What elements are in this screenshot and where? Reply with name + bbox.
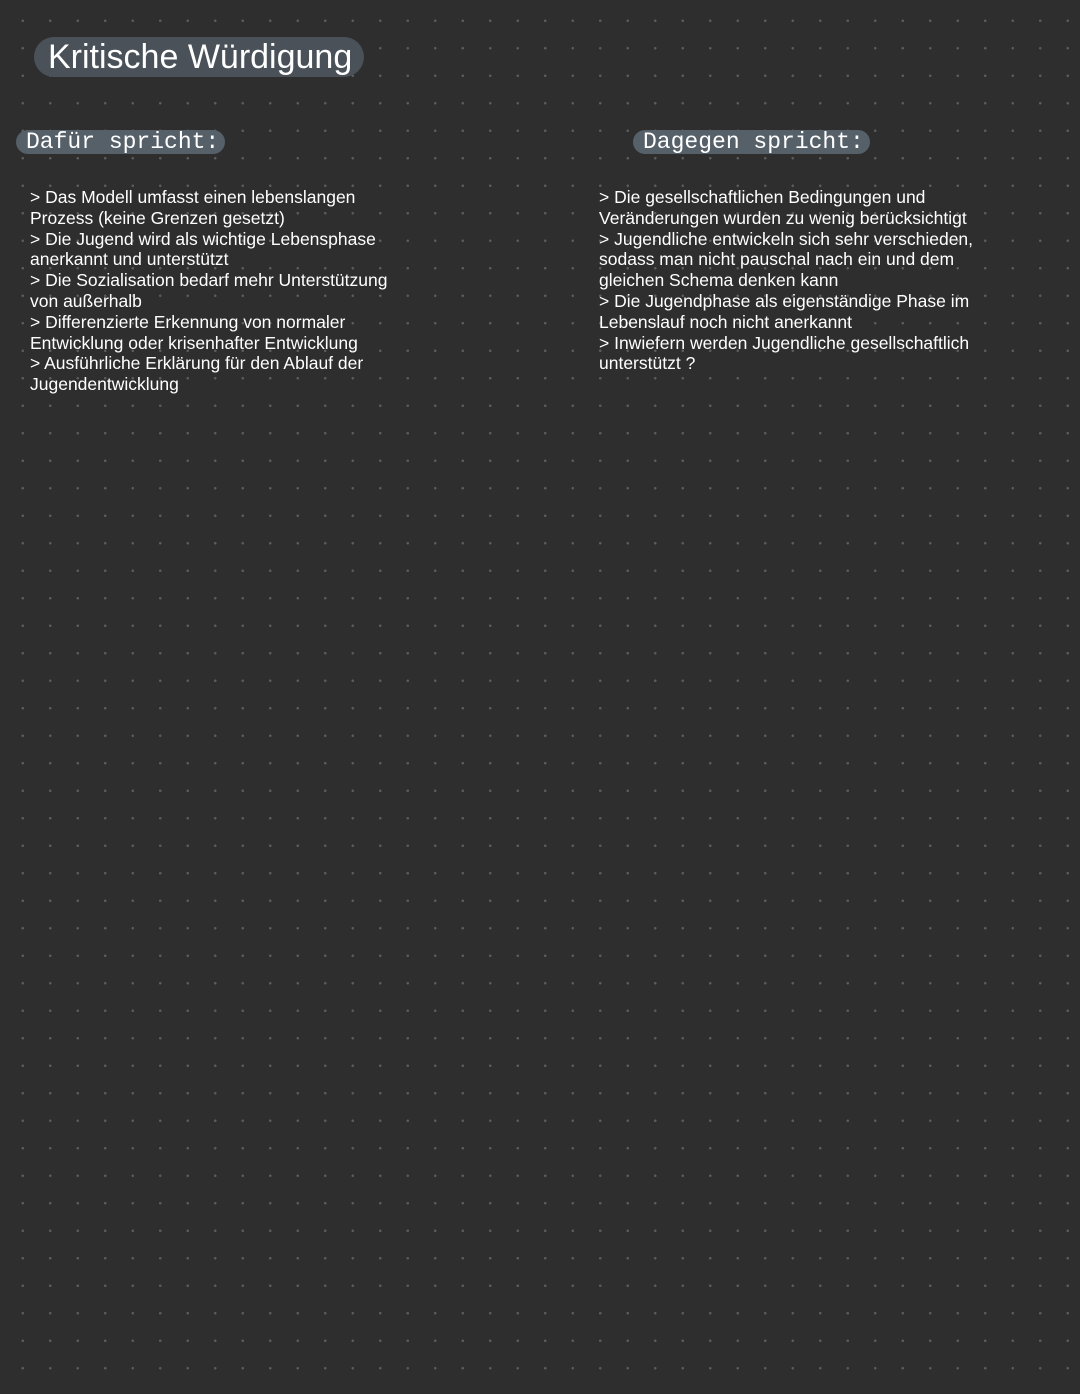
contra-line: > Die gesellschaftlichen Bedingungen und	[599, 187, 926, 207]
pro-list	[30, 187, 430, 395]
contra-line: Veränderungen wurden zu wenig berücksichtigt	[599, 207, 967, 228]
contra-line: > Inwiefern werden Jugendliche gesellschaftlich	[599, 332, 970, 353]
contra-line: unterstützt ?	[599, 353, 696, 374]
pro-line: > Das Modell umfasst einen lebenslangen	[30, 187, 356, 207]
page-title: Kritische Würdigung	[34, 37, 364, 77]
contra-line: gleichen Schema denken kann	[599, 270, 839, 291]
pro-line: Jugendentwicklung	[30, 374, 179, 395]
pro-line: > Die Jugend wird als wichtige Lebensphase	[30, 228, 376, 249]
contra-line: > Jugendliche entwickeln sich sehr verschieden,	[599, 228, 974, 249]
pro-line: Entwicklung oder krisenhafter Entwicklung	[30, 332, 358, 353]
pro-line: anerkannt und unterstützt	[30, 249, 229, 270]
pro-line: von außerhalb	[30, 290, 142, 311]
pro-line: Prozess (keine Grenzen gesetzt)	[30, 207, 285, 228]
contra-line: sodass man nicht pauschal nach ein und dem	[599, 249, 955, 270]
pro-heading: Dafür spricht:	[16, 130, 225, 154]
pro-line: > Ausführliche Erklärung für den Ablauf der	[30, 353, 364, 374]
contra-list	[599, 187, 1009, 374]
contra-line: Lebenslauf noch nicht anerkannt	[599, 311, 852, 332]
contra-line: > Die Jugendphase als eigenständige Phase im	[599, 290, 970, 311]
contra-heading: Dagegen spricht:	[633, 130, 870, 154]
pro-line: > Die Sozialisation bedarf mehr Unterstützung	[30, 270, 388, 291]
pro-line: > Differenzierte Erkennung von normaler	[30, 311, 346, 332]
